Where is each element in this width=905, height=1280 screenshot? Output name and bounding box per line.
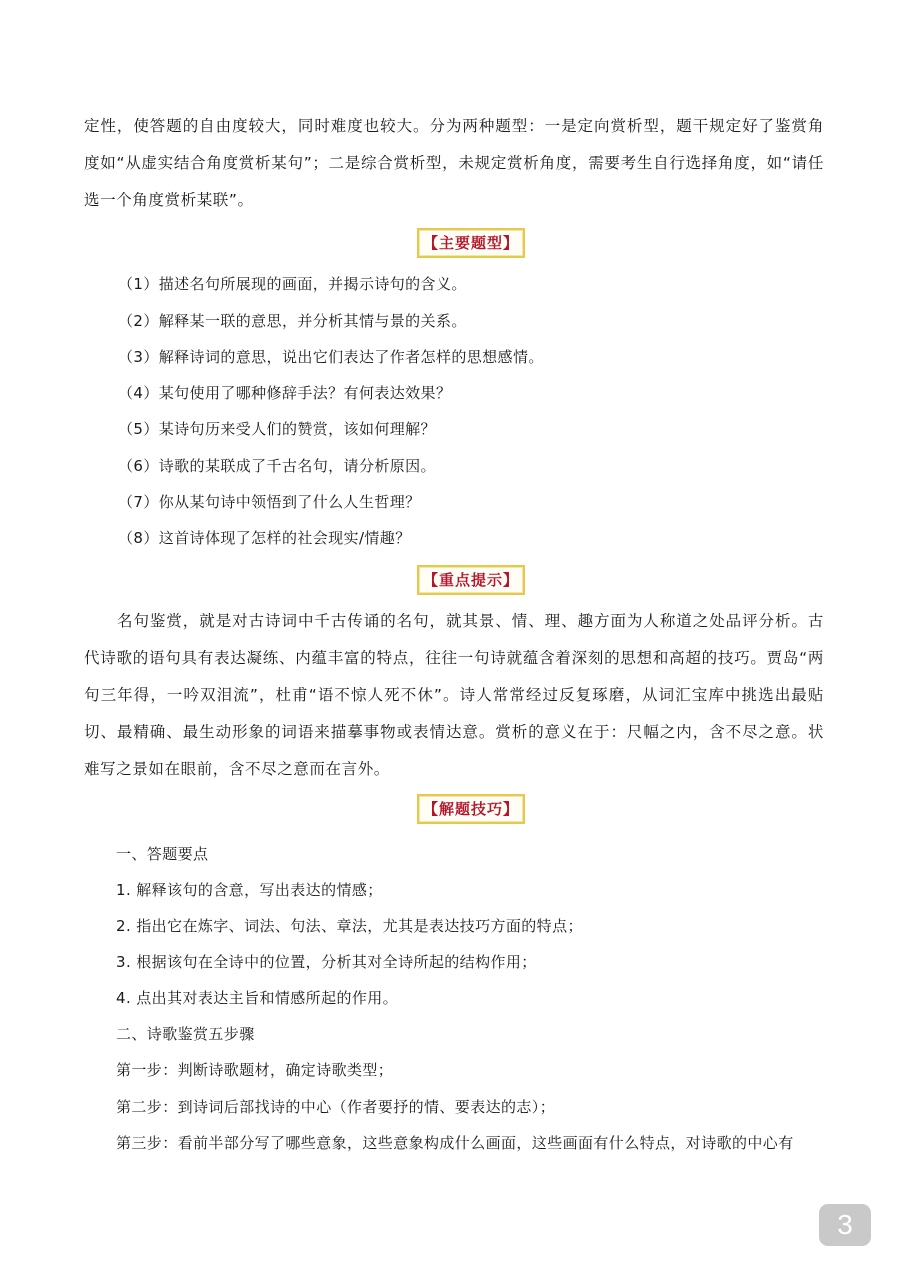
key-tips-paragraph: 名句鉴赏，就是对古诗词中千古传诵的名句，就其景、情、理、趣方面为人称道之处品评分析。古代诗歌的语句具有表达凝练、内蕴丰富的特点，往往一句诗就蕴含着深刻的思想和高超的技巧。贾岛“两句三年得，一吟双泪流”，杜甫“语不惊人死不休”。诗人常常经过反复琢磨，从词汇宝库中挑选出最贴切、最精确、最生动形象的词语来描摹事物或表情达意。赏析的意义在于：尺幅之内，含不尽之意。状难写之景如在眼前，含不尽之意而在言外。 [84, 612, 824, 778]
question-type-item: （3）解释诗词的意思，说出它们表达了作者怎样的思想感情。 [118, 348, 544, 366]
step-item: 第三步：看前半部分写了哪些意象，这些意象构成什么画面，这些画面有什么特点，对诗歌的中心有 [116, 1134, 794, 1152]
answer-point-item: 4. 点出其对表达主旨和情感所起的作用。 [116, 989, 399, 1007]
subheading-answer-points: 一、答题要点 [116, 845, 209, 863]
step-item: 第二步：到诗词后部找诗的中心（作者要抒的情、要表达的志）； [116, 1098, 556, 1116]
section-heading-main-types: 【主要题型】 [417, 228, 525, 258]
answer-point-item: 2. 指出它在炼字、词法、句法、章法，尤其是表达技巧方面的特点； [116, 917, 583, 935]
question-type-item: （2）解释某一联的意思，并分析其情与景的关系。 [118, 312, 467, 330]
step-item: 第一步：判断诗歌题材，确定诗歌类型； [116, 1061, 394, 1079]
page-number-badge: 3 [819, 1204, 871, 1246]
section-heading-techniques: 【解题技巧】 [417, 794, 525, 824]
question-type-item: （8）这首诗体现了怎样的社会现实/情趣？ [118, 529, 411, 547]
intro-paragraph: 定性，使答题的自由度较大，同时难度也较大。分为两种题型：一是定向赏析型，题干规定好了鉴赏角度如“从虚实结合角度赏析某句”；二是综合赏析型，未规定赏析角度，需要考生自行选择角度，如“请任选一个角度赏析某联”。 [84, 117, 824, 209]
question-type-item: （6）诗歌的某联成了千古名句，请分析原因。 [118, 457, 436, 475]
answer-point-item: 1. 解释该句的含意，写出表达的情感； [116, 881, 383, 899]
question-type-item: （4）某句使用了哪种修辞手法？有何表达效果？ [118, 384, 452, 402]
subheading-five-steps: 二、诗歌鉴赏五步骤 [116, 1025, 255, 1043]
answer-point-item: 3. 根据该句在全诗中的位置，分析其对全诗所起的结构作用； [116, 953, 537, 971]
question-type-item: （5）某诗句历来受人们的赞赏，该如何理解？ [118, 420, 436, 438]
question-type-item: （1）描述名句所展现的画面，并揭示诗句的含义。 [118, 275, 467, 293]
section-heading-key-tips: 【重点提示】 [417, 565, 525, 595]
question-type-item: （7）你从某句诗中领悟到了什么人生哲理？ [118, 493, 421, 511]
